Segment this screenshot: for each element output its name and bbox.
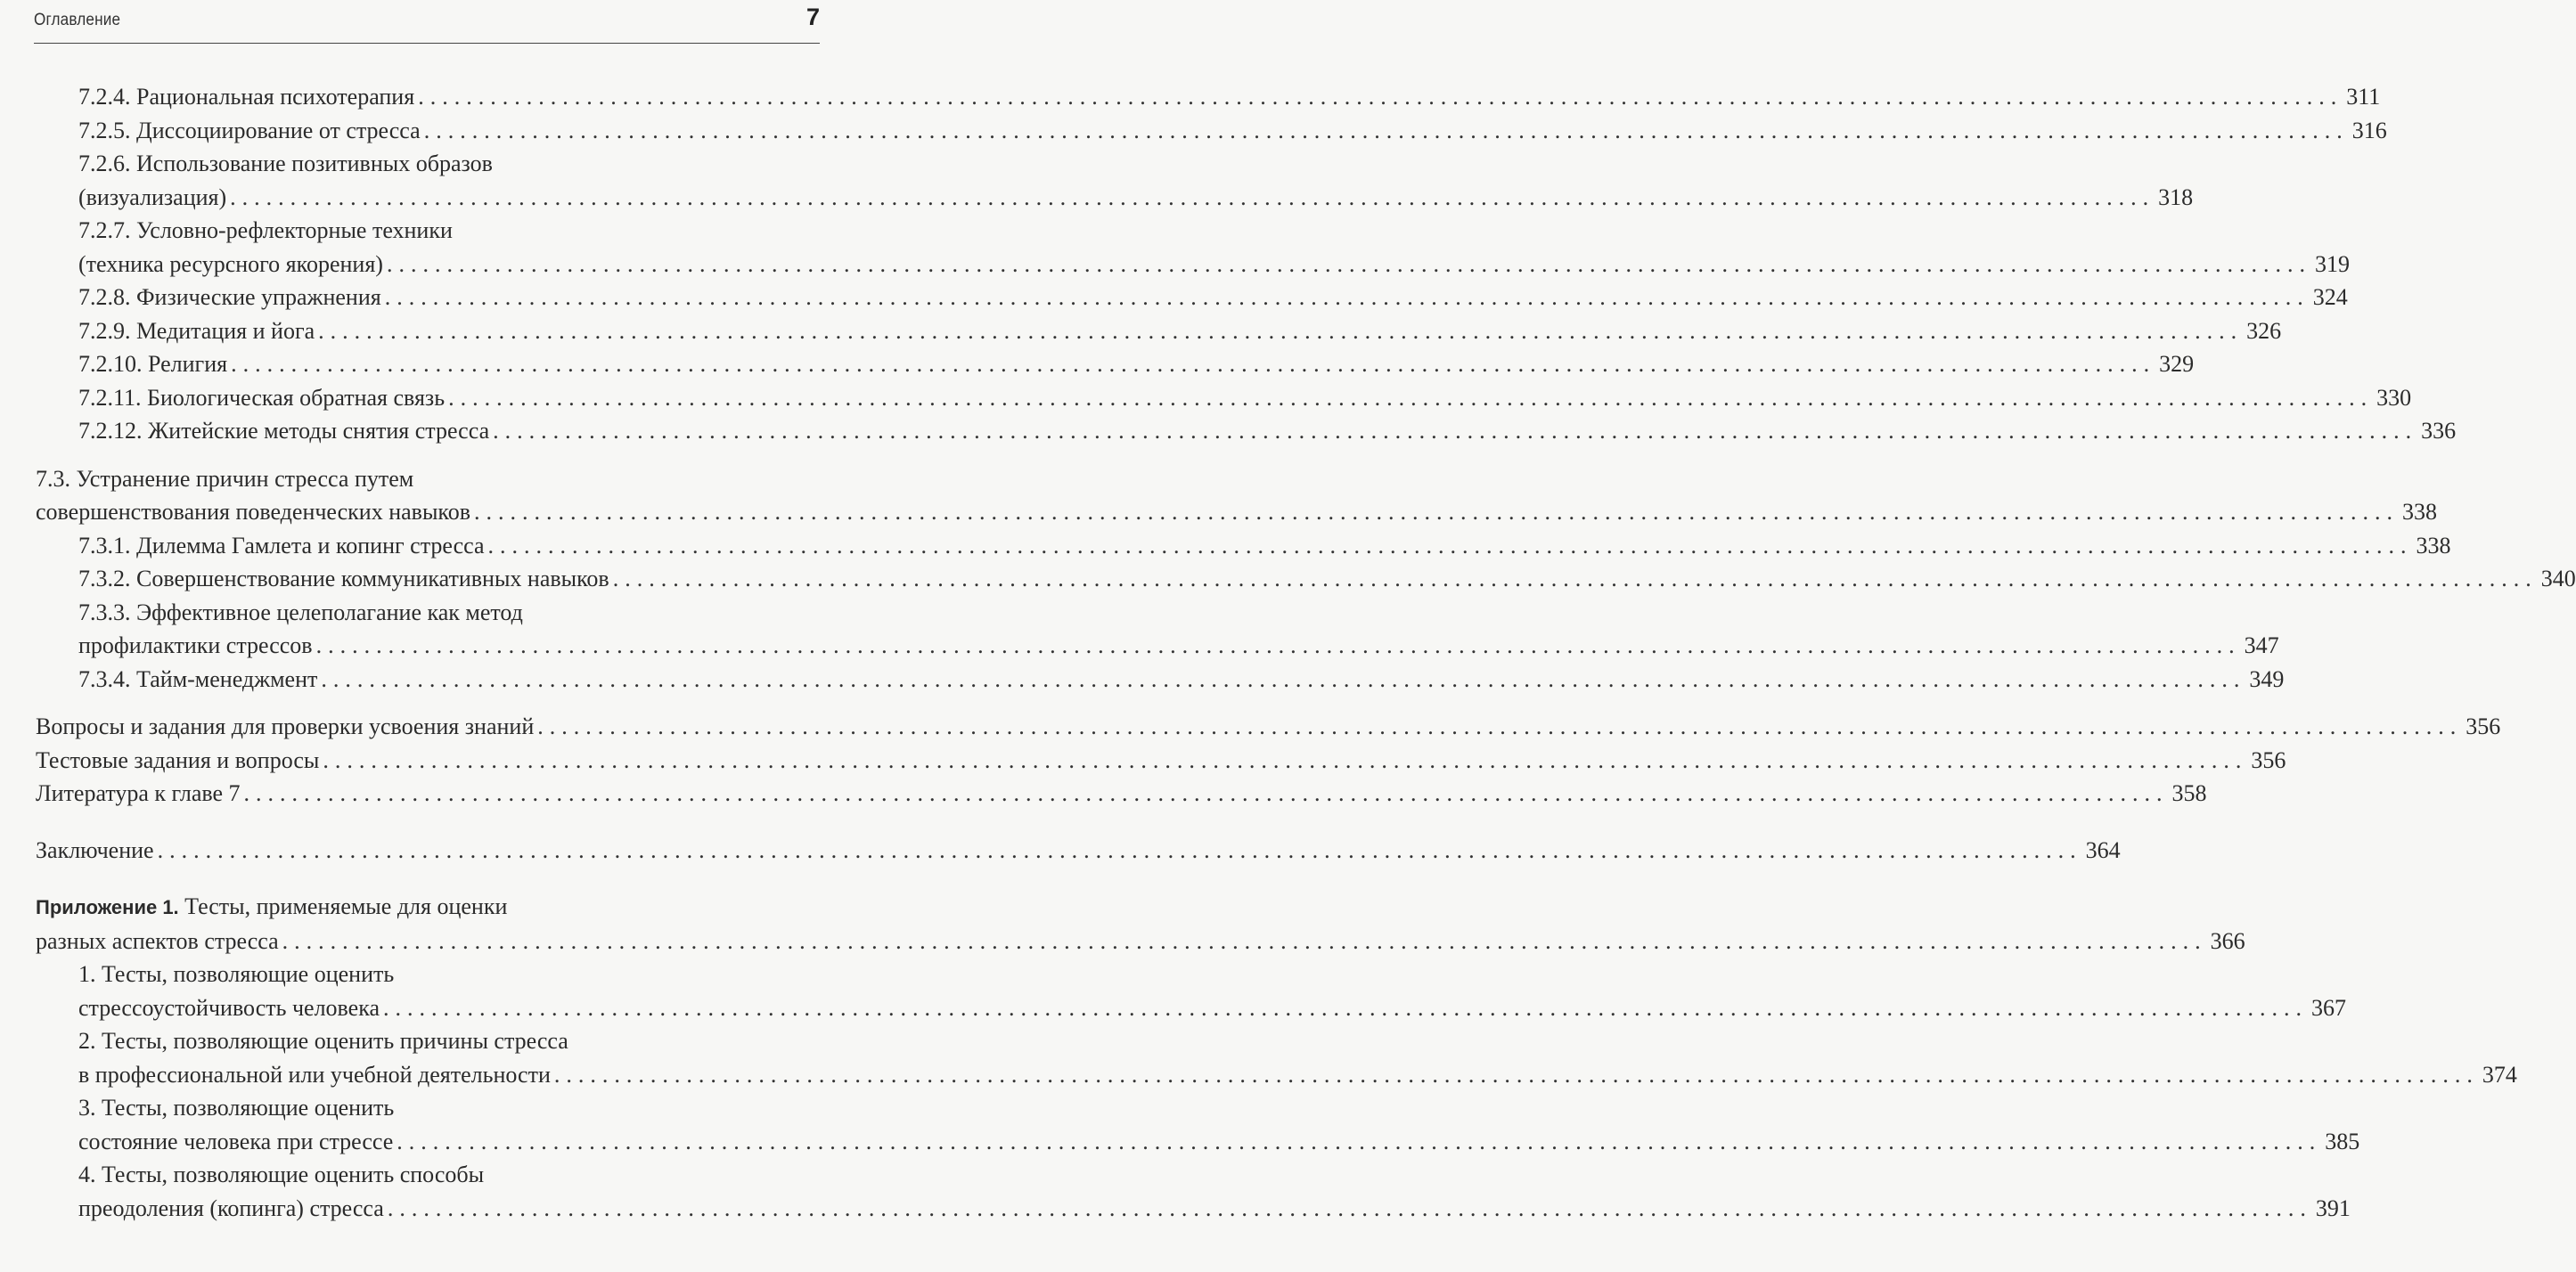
toc-entry-text: 7.2.8. Физические упражнения <box>78 284 381 310</box>
toc-entry-text: 7.2.5. Диссоциирование от стресса <box>78 117 421 143</box>
dot-leader: ................................................................................................................................................................ <box>384 284 2310 310</box>
dot-leader: ................................................................................................................................................................ <box>323 746 2248 773</box>
toc-entry-text: Вопросы и задания для проверки усвоения знаний <box>36 713 535 739</box>
dot-leader: ................................................................................................................................................................ <box>553 1061 2479 1088</box>
toc-entry-text: 7.3.1. Дилемма Гамлета и копинг стресса <box>78 532 485 559</box>
dot-leader: ................................................................................................................................................................ <box>387 1195 2312 1221</box>
toc-entry-text: 2. Тесты, позволяющие оценить причины стресса <box>78 1028 568 1054</box>
toc-entry-text: 7.2.12. Житейские методы снятия стресса <box>78 418 490 444</box>
dot-leader: ................................................................................................................................................................ <box>612 566 2538 591</box>
toc-entry[interactable] <box>36 777 2207 811</box>
appendix-label: Приложение 1. <box>36 896 179 918</box>
dot-leader: ................................................................................................................................................................ <box>383 994 2308 1021</box>
toc-entry[interactable] <box>78 562 2576 596</box>
dot-leader: ................................................................................................................................................................ <box>397 1128 2322 1154</box>
toc-entry[interactable] <box>78 529 2451 563</box>
toc-page-number: 336 <box>2421 418 2457 444</box>
toc-entry[interactable] <box>36 710 2501 744</box>
toc-entry[interactable] <box>78 214 2350 281</box>
toc-entry[interactable] <box>36 890 2245 958</box>
toc-entry-text: разных аспектов стресса <box>36 927 279 954</box>
toc-page-number: 358 <box>2171 780 2207 806</box>
toc-entry-title-line <box>78 596 816 630</box>
toc-page-number: 311 <box>2346 84 2381 110</box>
toc-entry[interactable] <box>78 1158 2351 1225</box>
toc-entry-title-line <box>78 147 814 181</box>
toc-entry[interactable] <box>36 744 2286 778</box>
dot-leader: ................................................................................................................................................................ <box>386 250 2311 277</box>
table-of-contents <box>0 80 2576 1225</box>
toc-page-number: 318 <box>2158 183 2194 210</box>
toc-page-number: 324 <box>2312 284 2348 310</box>
toc-entry[interactable] <box>78 414 2457 448</box>
toc-entry-text: состояние человека при стрессе <box>78 1128 394 1154</box>
toc-entry-text: 7.2.7. Условно-рефлекторные техники <box>78 217 453 243</box>
toc-entry-text: 7.3.2. Совершенствование коммуникативных навыков <box>78 566 609 591</box>
toc-entry-text: 4. Тесты, позволяющие оценить способы <box>78 1162 485 1187</box>
toc-page-number: 329 <box>2159 351 2195 377</box>
toc-entry-text: 7.3. Устранение причин стресса путем <box>36 465 414 492</box>
dot-leader: ................................................................................................................................................................ <box>474 499 2399 525</box>
toc-entry[interactable] <box>78 114 2387 148</box>
running-header-title: Оглавление <box>34 11 121 29</box>
running-header <box>34 0 820 44</box>
toc-page-number: 326 <box>2246 317 2282 344</box>
toc-entry-text: 1. Тесты, позволяющие оценить <box>78 961 395 987</box>
toc-entry[interactable] <box>78 381 2412 415</box>
toc-page-number: 330 <box>2376 384 2412 411</box>
dot-leader: ................................................................................................................................................................ <box>487 532 2413 559</box>
toc-entry-text: 7.3.3. Эффективное целеполагание как метод <box>78 599 523 625</box>
toc-entry-text: преодоления (копинга) стресса <box>78 1195 384 1221</box>
toc-page-number: 319 <box>2314 250 2350 277</box>
toc-page-number: 356 <box>2251 746 2286 773</box>
toc-entry[interactable] <box>78 347 2195 381</box>
dot-leader: ................................................................................................................................................................ <box>231 351 2156 377</box>
toc-entry-text: профилактики стрессов <box>78 632 313 658</box>
toc-page-number: 356 <box>2466 713 2501 739</box>
dot-leader: ................................................................................................................................................................ <box>448 384 2374 411</box>
toc-entry-title-line <box>78 958 818 991</box>
toc-entry-text: совершенствования поведенческих навыков <box>36 499 470 525</box>
toc-page-number: 367 <box>2311 994 2346 1021</box>
dot-leader: ................................................................................................................................................................ <box>282 927 2207 954</box>
toc-entry[interactable] <box>36 462 2437 529</box>
toc-page-number: 385 <box>2325 1128 2360 1154</box>
toc-entry-text: 3. Тесты, позволяющие оценить <box>78 1095 395 1121</box>
toc-page-number: 338 <box>2416 532 2451 559</box>
toc-page-number: 374 <box>2482 1061 2517 1088</box>
toc-entry-text: Литература к главе 7 <box>36 780 241 806</box>
toc-entry-text: 7.2.4. Рациональная психотерапия <box>78 84 415 110</box>
toc-entry-title-line <box>78 1024 820 1058</box>
toc-entry[interactable] <box>78 596 2279 663</box>
toc-entry-text: 7.2.9. Медитация и йога <box>78 317 315 344</box>
toc-entry-title-line <box>78 1091 820 1125</box>
toc-entry[interactable] <box>78 958 2346 1024</box>
toc-entry-text: 7.2.10. Религия <box>78 351 228 377</box>
toc-entry-text: 7.2.6. Использование позитивных образов <box>78 151 493 176</box>
toc-entry-text: 7.2.11. Биологическая обратная связь <box>78 384 446 411</box>
toc-entry[interactable] <box>36 834 2121 868</box>
toc-entry[interactable] <box>78 314 2282 348</box>
toc-entry-title-line <box>78 1158 820 1192</box>
toc-entry[interactable] <box>78 147 2194 214</box>
toc-page-number: 347 <box>2244 632 2279 658</box>
toc-entry-text: стрессоустойчивость человека <box>78 994 380 1021</box>
toc-entry[interactable] <box>78 663 2285 697</box>
dot-leader: ................................................................................................................................................................ <box>243 780 2169 806</box>
dot-leader: ................................................................................................................................................................ <box>493 418 2418 444</box>
toc-entry-text: (визуализация) <box>78 183 227 210</box>
page-number: 7 <box>806 4 820 30</box>
toc-page-number: 391 <box>2315 1195 2351 1221</box>
dot-leader: ................................................................................................................................................................ <box>321 665 2246 692</box>
toc-entry-text: (техника ресурсного якорения) <box>78 250 383 277</box>
toc-entry-text: Тесты, применяемые для оценки <box>184 893 508 919</box>
toc-page-number: 340 <box>2540 566 2576 591</box>
toc-entry[interactable] <box>78 281 2348 314</box>
toc-entry[interactable] <box>78 80 2381 114</box>
dot-leader: ................................................................................................................................................................ <box>537 713 2463 739</box>
dot-leader: ................................................................................................................................................................ <box>315 632 2241 658</box>
toc-entry-text: в профессиональной или учебной деятельности <box>78 1061 551 1088</box>
toc-page-number: 316 <box>2351 117 2387 143</box>
dot-leader: ................................................................................................................................................................ <box>423 117 2349 143</box>
toc-page-number: 338 <box>2402 499 2437 525</box>
toc-entry[interactable] <box>78 1091 2360 1158</box>
toc-entry-text: Тестовые задания и вопросы <box>36 746 320 773</box>
toc-entry-title-line <box>36 890 818 925</box>
dot-leader: ................................................................................................................................................................ <box>230 183 2155 210</box>
toc-entry-text: Заключение <box>36 836 154 863</box>
toc-entry-text: 7.3.4. Тайм-менеджмент <box>78 665 318 692</box>
toc-entry[interactable] <box>78 1024 2517 1091</box>
toc-entry-title-line <box>36 462 816 496</box>
toc-page-number: 366 <box>2210 927 2245 954</box>
dot-leader: ................................................................................................................................................................ <box>157 836 2082 863</box>
toc-entry-title-line <box>78 214 814 248</box>
dot-leader: ................................................................................................................................................................ <box>418 84 2343 110</box>
toc-page-number: 349 <box>2249 665 2285 692</box>
toc-page-number: 364 <box>2085 836 2121 863</box>
dot-leader: ................................................................................................................................................................ <box>318 317 2244 344</box>
